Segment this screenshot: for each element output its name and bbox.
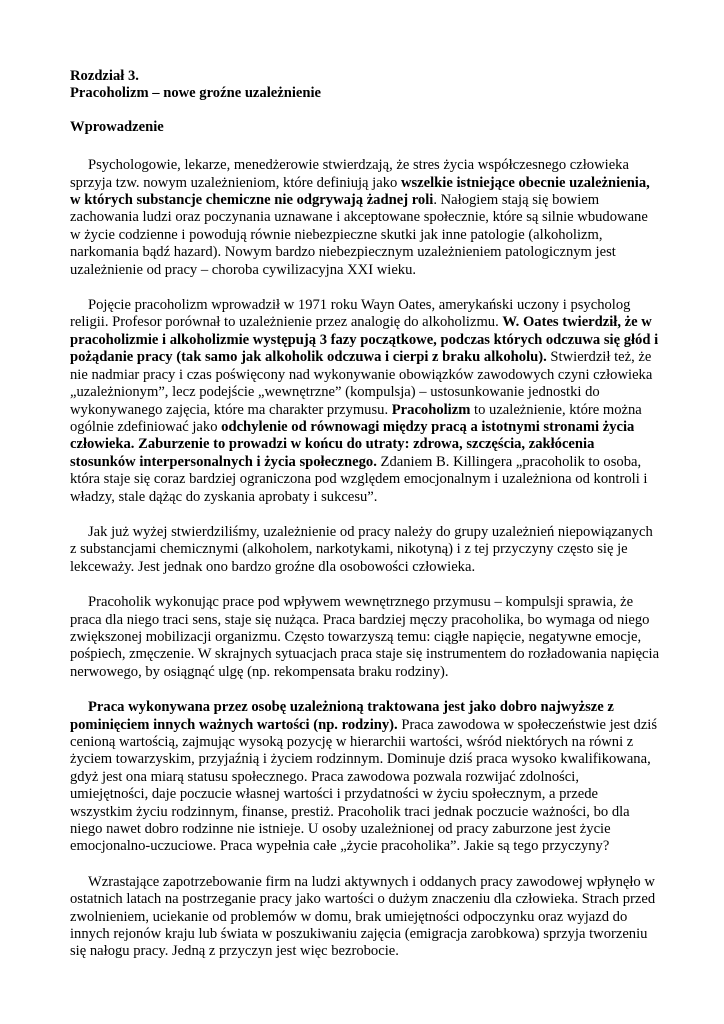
paragraph-1-run-2: wszelkie istniejące obecnie uzależnienia, w których substancje chemiczne nie odgrywają żadnej roli: [70, 174, 650, 209]
paragraph-5: [70, 699, 660, 856]
paragraph-1: [70, 157, 660, 279]
chapter-title: Pracoholizm – nowe groźne uzależnienie: [70, 85, 322, 102]
paragraph-3: [70, 524, 660, 576]
paragraph-2-run-1: Pojęcie pracoholizm wprowadził w 1971 roku Wayn Oates, amerykański uczony i psycholog religii. Profesor porównał to uzależnienie przez analogię do alkoholizmu.: [70, 297, 631, 331]
section-heading: Wprowadzenie: [70, 118, 164, 135]
paragraph-2: [70, 297, 660, 506]
paragraph-2-run-3: Stwierdził też, że nie nadmiar pracy i czas poświęcony nad wykonywanie obowiązków zawodowych czyni człowieka „uzależnionym”, lecz podejście „wewnętrzne” (kompulsja) – ustosunkowanie jednostki do wykonywanego zajęcia, które ma charakter przymusu.: [70, 349, 653, 418]
paragraph-3-run-1: Jak już wyżej stwierdziliśmy, uzależnienie od pracy należy do grupy uzależnień niepowiązanych z substancjami chemicznymi (alkoholem, narkotykami, nikotyną) i z tej przyczyny często się je lekceważy. Jest jednak ono bardzo groźne dla osobowości człowieka.: [70, 523, 653, 575]
paragraph-1-run-1: Psychologowie, lekarze, menedżerowie stwierdzają, że stres życia współczesnego człowieka sprzyja tzw. nowym uzależnieniom, które definiują jako: [70, 157, 629, 191]
paragraph-2-run-6: odchylenie od równowagi między pracą a istotnymi stronami życia człowieka. Zaburzenie to prowadzi w końcu do utraty: zdrowa, szczęścia, zakłócenia stosunków interpersonalnych i życia społecznego.: [70, 418, 635, 470]
document-page: [70, 68, 660, 979]
paragraph-2-run-5: to uzależnienie, które można ogólnie zdefiniować jako: [70, 401, 642, 435]
paragraph-5-run-2: Praca zawodowa w społeczeństwie jest dziś cenioną wartością, zajmując wysoką pozycję w hierarchii wartości, wśród niektórych na równi z życiem towarzyskim, przyjaźnią i życiem rodzinnym. Dominuje dziś praca wysoko kwalifikowana, gdyż jest ona miarą statusu społecznego. Praca zawodowa pozwala rozwijać zdolności, umiejętności, daje poczucie własnej wartości i przydatności w życiu społecznym, a przede wszystkim życiu rodzinnym, finanse, prestiż. Pracoholik traci jednak poczucie ważności, bo dla niego nawet dobro rodzinne nie istnieje. U osoby uzależnionej od pracy zaburzone jest życie emocjonalno-uczuciowe. Praca wypełnia całe „życie pracoholika”. Jakie są tego przyczyny?: [70, 716, 658, 855]
paragraph-4-run-1: Pracoholik wykonując prace pod wpływem wewnętrznego przymusu – kompulsji sprawia, że praca dla niego traci sens, staje się nużąca. Praca bardziej męczy pracoholika, bo wymaga od niego zwiększonej mobilizacji organizmu. Często towarzyszą temu: ciągłe napięcie, negatywne emocje, pośpiech, zmęczenie. W skrajnych sytuacjach praca staje się instrumentem do rozładowania napięcia nerwowego, by osiągnąć ulgę (np. rekompensata braku rodziny).: [70, 594, 660, 680]
paragraph-4: [70, 594, 660, 681]
paragraph-2-run-4: Pracoholizm: [391, 401, 471, 418]
paragraph-2-run-2: W. Oates twierdził, że w pracoholizmie i alkoholizmie występują 3 fazy początkowe, podczas których odczuwa się głód i pożądanie pracy (tak samo jak alkoholik odczuwa i cierpi z braku alkoholu).: [70, 314, 659, 366]
paragraph-1-run-3: . Nałogiem stają się bowiem zachowania ludzi oraz poczynania uznawane i akceptowane społecznie, które są silnie wbudowane w życie codzienne i powodują równie niebezpieczne skutki jak inne patologie (alkoholizm, narkomania bądź hazard). Nowym bardzo niebezpiecznym uzależnieniem patologicznym jest uzależnienie od pracy – choroba cywilizacyjna XXI wieku.: [70, 192, 648, 278]
paragraph-5-run-1: Praca wykonywana przez osobę uzależnioną traktowana jest jako dobro najwyższe z pominięciem innych ważnych wartości (np. rodziny).: [70, 699, 614, 733]
paragraph-6: [70, 874, 660, 961]
chapter-label: Rozdział 3.: [70, 68, 139, 84]
paragraph-2-run-7: Zdaniem B. Killingera „pracoholik to osoba, która staje się coraz bardziej ograniczona pod względem emocjonalnym i uzależniona od kontroli i władzy, stale dążąc do zyskania aprobaty i sukcesu”.: [70, 453, 648, 505]
paragraph-6-run-1: Wzrastające zapotrzebowanie firm na ludzi aktywnych i oddanych pracy zawodowej wpłynęło w ostatnich latach na postrzeganie pracy jako wartości o dużym znaczeniu dla człowieka. Strach przed zwolnieniem, uciekanie od problemów w domu, brak umiejętności odpoczynku oraz wyjazd do innych rejonów kraju lub świata w poszukiwaniu zajęcia (emigracja zarobkowa) sprzyja tworzeniu się nałogu pracy. Jedną z przyczyn jest więc bezrobocie.: [70, 873, 656, 960]
